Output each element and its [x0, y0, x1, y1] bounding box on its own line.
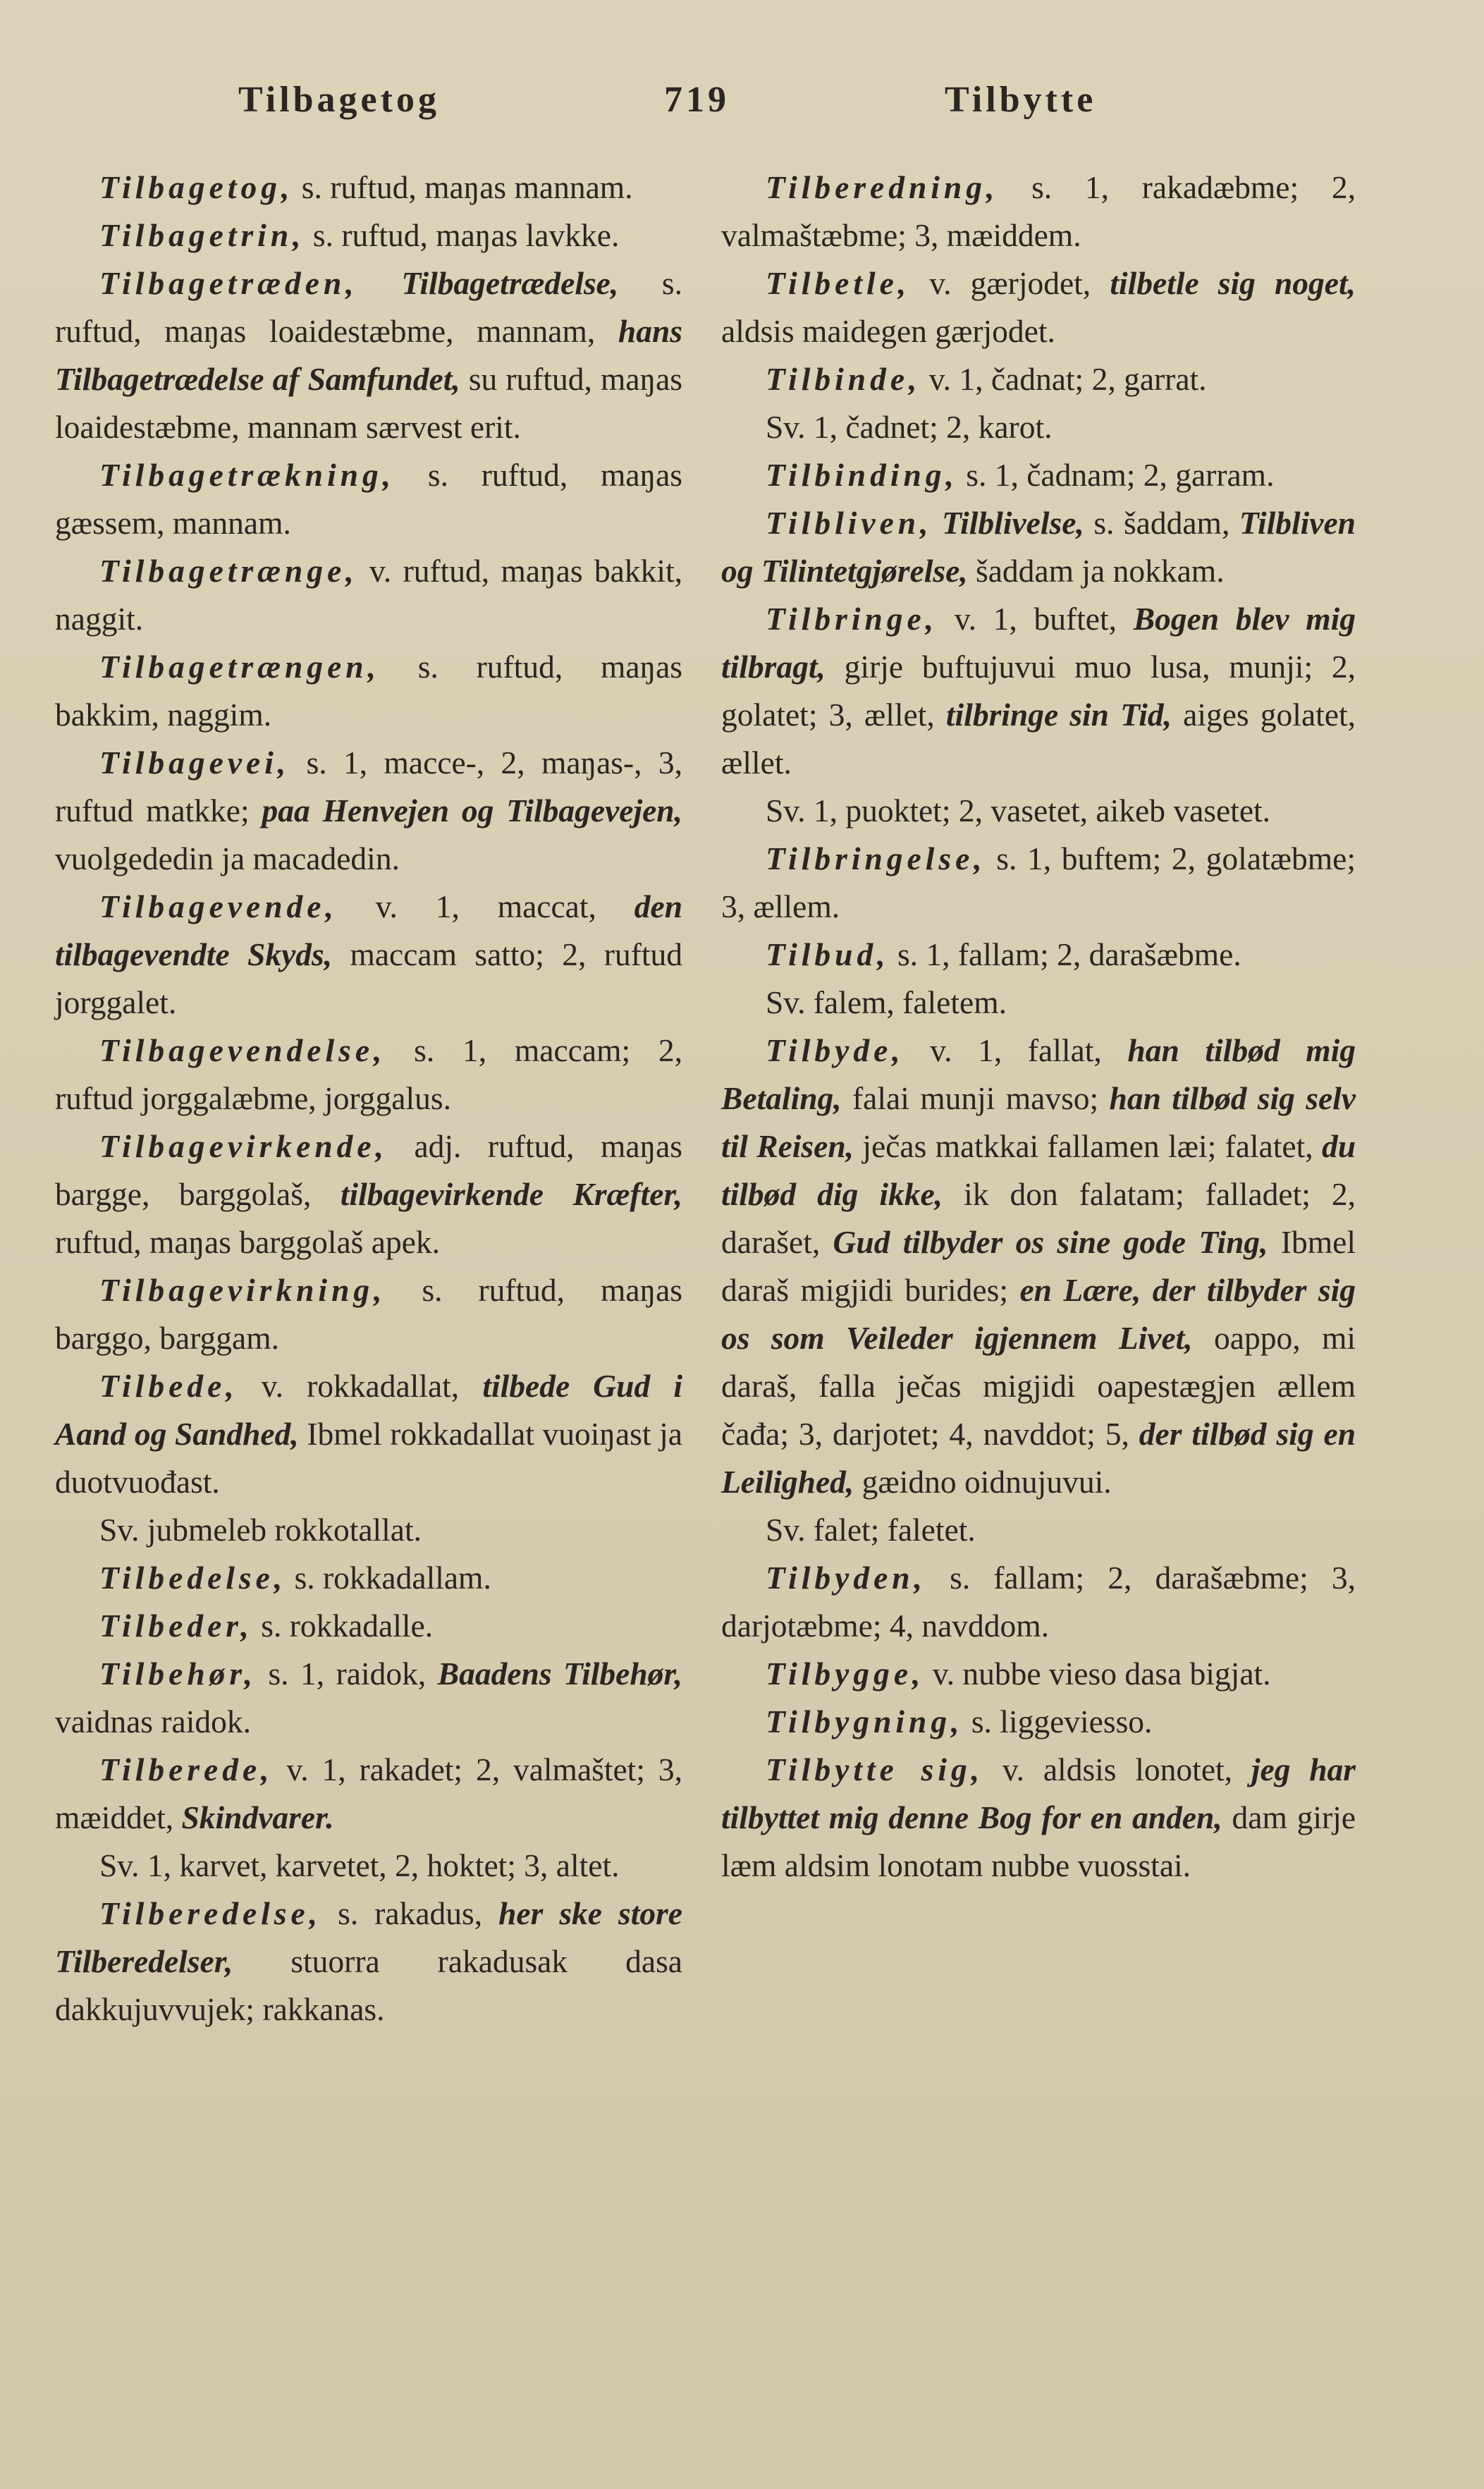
- headword: Tilbliven,: [766, 505, 933, 541]
- dictionary-entry: [55, 1890, 682, 2034]
- definition: s. 1, buftem; 2, golatæbme; 3, ællem.: [721, 840, 1356, 924]
- headword: Tilbehør,: [99, 1656, 257, 1692]
- translation: stuorra rakadusak dasa dakkujuvvujek; rakkanas.: [55, 1943, 682, 2027]
- definition: v. rokkadallat,: [238, 1368, 483, 1404]
- headword-variant: Tilblivelse,: [942, 505, 1084, 541]
- headword: Tilberede,: [99, 1751, 274, 1787]
- example-phrase: han tilbød mig Betaling,: [721, 1032, 1356, 1116]
- example-phrase: hans Tilbagetrædelse af Samfundet,: [55, 313, 682, 397]
- translation: dam girje læm aldsim lonotam nubbe vuosstai.: [721, 1799, 1356, 1883]
- headword: Tilbinde,: [766, 361, 921, 397]
- dictionary-entry: [55, 1027, 682, 1123]
- headword: Tilberedning,: [766, 169, 999, 205]
- translation: Ibmel daraš migjidi burides;: [721, 1224, 1356, 1308]
- definition: [358, 265, 402, 301]
- translation: maccam satto; 2, ruftud jorggalet.: [55, 936, 682, 1020]
- definition: s. rakadus,: [321, 1895, 499, 1931]
- definition: s. rokkadalle.: [252, 1608, 434, 1644]
- translation: vuolgededin ja macadedin.: [55, 840, 400, 876]
- dictionary-entry: [721, 259, 1356, 355]
- definition: adj. ruftud, maŋas bargge, barggolaš,: [55, 1128, 682, 1212]
- definition: s. 1, čadnam; 2, garram.: [957, 457, 1275, 493]
- definition: v. 1, rakadet; 2, valmaštet; 3, mæiddet,: [55, 1751, 682, 1835]
- definition: [933, 505, 943, 541]
- example-phrase: her ske store Tilberedelser,: [55, 1895, 682, 1979]
- example-phrase: Bogen blev mig tilbragt,: [721, 601, 1356, 685]
- definition: v. gærjodet,: [910, 265, 1110, 301]
- header-right-guideword: Tilbytte: [945, 80, 1097, 120]
- definition: s. fallam; 2, darašæbme; 3, darjotæbme; 4, navddom.: [721, 1560, 1356, 1644]
- example-phrase: tilbringe sin Tid,: [945, 697, 1172, 733]
- translation: su ruftud, maŋas loaidestæbme, mannam særvest erit.: [55, 361, 682, 445]
- translation: falai munji mavso;: [841, 1080, 1110, 1116]
- dictionary-entry: [55, 451, 682, 547]
- definition: s. 1, raidok,: [256, 1656, 438, 1692]
- definition: s. 1, maccam; 2, ruftud jorggalæbme, jorggalus.: [55, 1032, 682, 1116]
- definition: s. šaddam,: [1084, 505, 1239, 541]
- headword: Tilbygge,: [766, 1656, 925, 1692]
- definition: s. 1, rakadæbme; 2, valmaštæbme; 3, mæiddem.: [721, 169, 1356, 253]
- swedish-lapp-note: Sv. 1, čadnet; 2, karot.: [766, 409, 1053, 445]
- headword: Tilbagetrængen,: [99, 649, 380, 685]
- headword: Tilbetle,: [766, 265, 911, 301]
- definition: v. ruftud, maŋas bakkit, naggit.: [55, 553, 682, 637]
- dictionary-entry: [721, 1746, 1356, 1890]
- dictionary-entry: [721, 1650, 1356, 1698]
- dictionary-entry: [55, 739, 682, 883]
- example-phrase: en Lære, der tilbyder sig os som Veileder igjennem Livet,: [721, 1272, 1356, 1356]
- headword: Tilbagevirkende,: [99, 1128, 388, 1164]
- headword: Tilbagevende,: [99, 888, 338, 924]
- dictionary-entry: [55, 212, 682, 259]
- definition: v. nubbe vieso dasa bigjat.: [924, 1656, 1271, 1692]
- headword: Tilbagetrænge,: [99, 553, 358, 589]
- definition: v. aldsis lonotet,: [983, 1751, 1251, 1787]
- definition: s. ruftud, maŋas loaidestæbme, mannam,: [55, 265, 682, 349]
- dictionary-entry: [721, 451, 1356, 499]
- definition: s. ruftud, maŋas gæssem, mannam.: [55, 457, 682, 541]
- dictionary-entry: [721, 1554, 1356, 1650]
- headword: Tilbeder,: [99, 1608, 253, 1644]
- definition: s. ruftud, maŋas barggo, barggam.: [55, 1272, 682, 1356]
- dictionary-entry: [721, 835, 1356, 931]
- headword: Tilbagetrækning,: [99, 457, 395, 493]
- example-phrase: Baadens Tilbehør,: [437, 1656, 683, 1692]
- left-column: [55, 164, 682, 2034]
- translation: ruftud, maŋas barggolaš apek.: [55, 1224, 441, 1260]
- translation: ječas matkkai fallamen læi; falatet,: [854, 1128, 1322, 1164]
- dictionary-entry: [55, 1123, 682, 1266]
- example-phrase: du tilbød dig ikke,: [721, 1128, 1356, 1212]
- headword: Tilbringe,: [766, 601, 938, 637]
- example-phrase: han tilbød sig selv til Reisen,: [721, 1080, 1356, 1164]
- example-phrase: tilbagevirkende Kræfter,: [340, 1176, 682, 1212]
- definition: s. rokkadallam.: [286, 1560, 491, 1596]
- dictionary-entry: [721, 1698, 1356, 1746]
- right-column: [721, 164, 1356, 1890]
- headword: Tilbagevei,: [99, 745, 290, 781]
- dictionary-entry: [55, 164, 682, 212]
- translation: aldsis maidegen gærjodet.: [721, 313, 1055, 349]
- dictionary-entry: [55, 547, 682, 643]
- example-phrase: Tilbliven og Tilintetgjørelse,: [721, 505, 1356, 589]
- dictionary-entry: [721, 595, 1356, 787]
- headword: Tilbagetog,: [99, 169, 294, 205]
- headword-variant: Tilbagetrædelse,: [401, 265, 619, 301]
- dictionary-entry: [55, 1650, 682, 1746]
- translation: girje buftujuvui muo lusa, munji; 2, golatet; 3, ællet,: [721, 649, 1356, 733]
- translation: oappo, mi daraš, falla ječas migjidi oapestægjen ællem čađa; 3, darjotet; 4, navddot; 5,: [721, 1320, 1356, 1452]
- dictionary-entry: [55, 1362, 682, 1506]
- dictionary-entry: [721, 164, 1356, 259]
- example-phrase: den tilbagevendte Skyds,: [55, 888, 682, 972]
- running-header: [0, 79, 1484, 128]
- example-phrase: jeg har tilbyttet mig denne Bog for en anden,: [721, 1751, 1356, 1835]
- headword: Tilbytte sig,: [766, 1751, 984, 1787]
- headword: Tilbygning,: [766, 1704, 964, 1739]
- dictionary-entry: [55, 1746, 682, 1842]
- definition: s. 1, macce-, 2, maŋas-, 3, ruftud matkke;: [55, 745, 682, 828]
- dictionary-entry: [721, 1027, 1356, 1506]
- swedish-lapp-note: Sv. 1, karvet, karvetet, 2, hoktet; 3, altet.: [99, 1847, 620, 1883]
- headword: Tilbyden,: [766, 1560, 926, 1596]
- definition: v. 1, maccat,: [337, 888, 634, 924]
- headword: Tilbud,: [766, 936, 890, 972]
- example-phrase: tilbede Gud i Aand og Sandhed,: [55, 1368, 682, 1452]
- dictionary-entry: [55, 643, 682, 739]
- definition: v. 1, čadnat; 2, garrat.: [921, 361, 1207, 397]
- swedish-lapp-note: Sv. 1, puoktet; 2, vasetet, aikeb vasetet.: [766, 793, 1271, 828]
- dictionary-entry: [55, 883, 682, 1027]
- example-phrase: paa Henvejen og Tilbagevejen,: [262, 793, 682, 828]
- definition: s. ruftud, maŋas bakkim, naggim.: [55, 649, 682, 733]
- dictionary-entry: [721, 355, 1356, 403]
- translation: šaddam ja nokkam.: [967, 553, 1225, 589]
- headword: Tilbyde,: [766, 1032, 904, 1068]
- definition: s. liggeviesso.: [963, 1704, 1153, 1739]
- swedish-lapp-note: Sv. jubmeleb rokkotallat.: [99, 1512, 422, 1548]
- headword: Tilbagetræden,: [99, 265, 358, 301]
- dictionary-entry: [55, 1554, 682, 1602]
- definition: s. 1, fallam; 2, darašæbme.: [889, 936, 1241, 972]
- translation: vaidnas raidok.: [55, 1704, 251, 1739]
- definition: v. 1, buftet,: [938, 601, 1134, 637]
- headword: Tilbagetrin,: [99, 217, 305, 253]
- dictionary-entry: [55, 1602, 682, 1650]
- headword: Tilbede,: [99, 1368, 238, 1404]
- dictionary-entry: [55, 1266, 682, 1362]
- swedish-lapp-note: Sv. falet; faletet.: [766, 1512, 976, 1548]
- translation: aiges golatet, ællet.: [721, 697, 1356, 781]
- example-phrase: der tilbød sig en Leilighed,: [721, 1416, 1356, 1500]
- headword: Tilberedelse,: [99, 1895, 322, 1931]
- example-phrase: Gud tilbyder os sine gode Ting,: [833, 1224, 1268, 1260]
- dictionary-entry: [721, 499, 1356, 595]
- page-number: 719: [664, 80, 730, 120]
- headword: Tilbinding,: [766, 457, 958, 493]
- translation: Ibmel rokkadallat vuoiŋast ja duotvuođast.: [55, 1416, 682, 1500]
- translation: gæidno oidnujuvui.: [854, 1464, 1112, 1500]
- headword: Tilbringelse,: [766, 840, 986, 876]
- header-left-guideword: Tilbagetog: [238, 80, 440, 120]
- dictionary-entry: [721, 931, 1356, 979]
- example-phrase: Skindvarer.: [181, 1799, 334, 1835]
- headword: Tilbedelse,: [99, 1560, 287, 1596]
- definition: v. 1, fallat,: [904, 1032, 1128, 1068]
- translation: ik don falatam; falladet; 2, darašet,: [721, 1176, 1356, 1260]
- example-phrase: tilbetle sig noget,: [1110, 265, 1356, 301]
- dictionary-entry: [55, 259, 682, 451]
- headword: Tilbagevirkning,: [99, 1272, 386, 1308]
- headword: Tilbagevendelse,: [99, 1032, 386, 1068]
- definition: s. ruftud, maŋas lavkke.: [305, 217, 620, 253]
- definition: s. ruftud, maŋas mannam.: [293, 169, 633, 205]
- swedish-lapp-note: Sv. falem, faletem.: [766, 984, 1007, 1020]
